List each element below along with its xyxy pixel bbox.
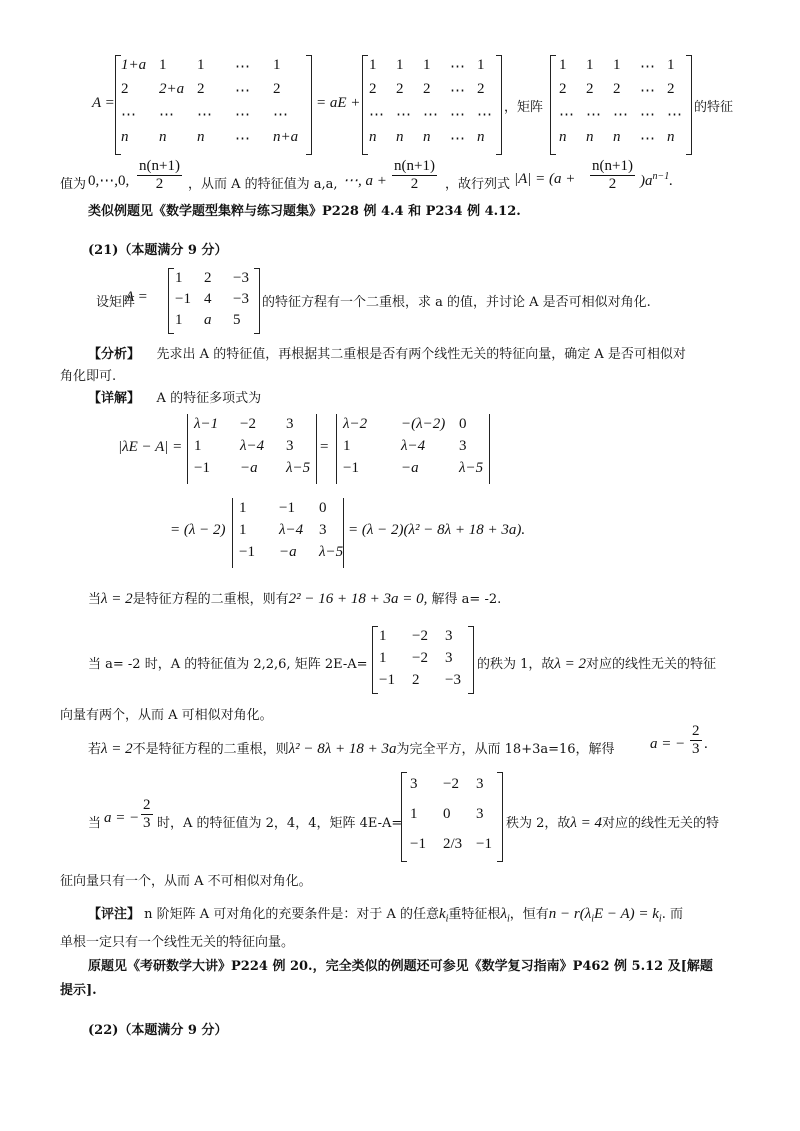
subscript: i [591,913,594,925]
matrix-cell: ⋯ [640,59,655,75]
comma-matrix-text: ，矩阵 [504,100,544,115]
matrix-cell: 1+a [121,57,147,73]
fraction [141,797,153,832]
fraction [690,723,702,758]
text: 是特征方程的二重根，则有 [132,592,289,607]
matrix-cell: 1 [477,57,485,73]
text: ，故行列式 [445,177,511,192]
matrix-cell: n [613,129,621,145]
matrix-cell: 1 [559,57,567,73]
matrix-cell: ⋯ [450,83,465,99]
matrix-cell: 1 [613,57,621,73]
q21-text: 的特征方程有一个二重根，求 a 的值，并讨论 A 是否可相似对角化. [262,295,651,310]
matrix-cell: ⋯ [586,107,601,123]
matrix-cell: n [559,129,567,145]
matrix-cell: 3 [445,650,453,666]
matrix-cell: 1 [369,57,377,73]
determinant-3 [232,498,344,568]
question-22-title: (22)（本题满分 9 分） [88,1023,228,1038]
matrix-cell: 2 [586,81,594,97]
matrix-cell: λ−2 [343,416,368,432]
math: k [438,906,446,922]
matrix-cell: ⋯ [235,59,250,75]
numerator: 2 [143,797,151,813]
matrix-cell: ⋯ [667,107,682,123]
matrix-cell: −2 [412,650,428,666]
eq-aE: = aE + [316,95,361,111]
comment-line-2: 单根一定只有一个线性无关的特征向量。 [60,935,295,950]
char-poly-lhs: |λE − A| = [118,439,183,455]
matrix-cell: 2 [197,81,205,97]
tail-text: 的特征 [694,100,734,115]
math: λ = 2 [101,591,133,607]
matrix-cell: 3 [286,416,294,432]
matrix-cell: −(λ−2) [401,416,446,432]
case-4-when: 当 [88,816,102,831]
matrix-cell: ⋯ [235,107,250,123]
matrix-cell: 2 [423,81,431,97]
matrix-A [115,55,312,155]
text: 不是特征方程的二重根，则 [132,742,289,757]
numerator: n(n+1) [139,158,180,174]
matrix-cell: 1 [273,57,281,73]
text: 若 [88,742,102,757]
text: 重特征根 [448,907,501,922]
text: 当 [88,592,102,607]
analysis-label: 【分析】 [88,347,141,362]
matrix-cell: 1 [239,500,247,516]
case-3-text [88,738,615,758]
matrix-cell: −a [401,460,419,476]
fraction [137,158,182,193]
math [640,171,673,190]
comment-label: 【评注】 [88,907,141,922]
reference-2-line-2: 提示]. [60,983,97,998]
matrix-cell: 5 [233,312,241,328]
matrix-cell: 1 [379,650,387,666]
reference-2-line-1: 原题见《考研数学大讲》P224 例 20.，完全类似的例题还可参见《数学复习指南》P462 例 5.12 及[解题 [88,959,713,974]
matrix-cell: −1 [476,836,492,852]
text: ，从而 A 的特征值为 a,a, [188,177,338,192]
matrix-cell: 1 [159,57,167,73]
matrix-cell: 1 [197,57,205,73]
matrix-cell: 0 [443,806,451,822]
matrix-cell: 0 [319,500,327,516]
case-2-text: 当 a= -2 时，A 的特征值为 2,2,6, 矩阵 2E-A= [88,657,368,672]
math-part: )a [640,173,653,189]
text: 对应的线性无关的特征 [586,657,717,672]
matrix-cell: −3 [233,291,249,307]
matrix-cell: n [477,129,485,145]
text: 秩为 2，故 [506,816,571,831]
fraction [590,158,635,193]
matrix-cell: −3 [233,270,249,286]
math: λ = 4 [570,815,603,831]
case-3-a: a = − [650,736,686,752]
matrix-cell: 1 [410,806,418,822]
matrix-cell: −1 [343,460,359,476]
det3-pre: = (λ − 2) [170,522,226,538]
matrix-cell: n [667,129,675,145]
text: 的秩为 1，故 [477,657,555,672]
matrix-cell: −1 [175,291,191,307]
determinant-1 [187,414,317,484]
matrix-cell: 2/3 [443,836,463,852]
case-4-text: 时，A 的特征值为 2，4，4，矩阵 4E-A= [157,816,403,831]
matrix-cell: 2 [559,81,567,97]
matrix-cell: ⋯ [235,131,250,147]
matrix-cell: 3 [459,438,467,454]
matrix-cell: −1 [194,460,210,476]
matrix-cell: 2 [273,81,281,97]
matrix-cell: 1 [343,438,351,454]
matrix-cell: ⋯ [450,59,465,75]
matrix-cell: −3 [445,672,461,688]
matrix-cell: −2 [443,776,459,792]
eq-A: A = [92,95,115,111]
denominator: 2 [410,176,419,192]
matrix-cell: −1 [239,544,255,560]
math-part: . [669,173,673,189]
matrix-cell: ⋯ [450,107,465,123]
matrix-cell: ⋯ [396,107,411,123]
matrix-cell: n [423,129,431,145]
matrix-cell: λ−1 [194,416,219,432]
fraction [392,158,437,193]
denominator: 2 [155,176,164,192]
matrix-cell: −1 [410,836,426,852]
text: . 而 [661,907,683,922]
matrix-cell: ⋯ [235,83,250,99]
matrix-cell: λ−5 [319,544,344,560]
matrix-cell: 2 [477,81,485,97]
matrix-cell: n [197,129,205,145]
text: 值为 [60,177,87,192]
text: 解得 a= -2. [431,592,502,607]
math: 0,⋯,0, [88,173,130,189]
matrix-cell: n+a [273,129,299,145]
case-2-conclusion: 向量有两个，从而 A 可相似对角化。 [60,708,273,723]
math: ⋯, a + [343,173,387,189]
matrix-cell: 2 [396,81,404,97]
text: n 阶矩阵 A 可对角化的充要条件是：对于 A 的任意 [144,907,439,922]
text: ，恒有 [509,907,549,922]
matrix-cell: ⋯ [640,107,655,123]
math: λ [500,906,507,922]
equals: = [320,439,329,455]
detail-line [88,390,261,408]
analysis-text: 先求出 A 的特征值，再根据其二重根是否有两个线性无关的特征向量，确定 A 是否可相似对 [156,347,686,362]
matrix-cell: ⋯ [640,83,655,99]
matrix-cell: −a [279,544,297,560]
matrix-cell: 0 [459,416,467,432]
denominator: 2 [608,176,617,192]
matrix-cell: ⋯ [559,107,574,123]
matrix-cell: λ−4 [279,522,304,538]
case-2-rank [477,653,716,673]
math: 2² − 16 + 18 + 3a = 0, [288,591,428,607]
denominator: 3 [692,741,700,757]
matrix-cell: 3 [476,806,484,822]
case-4-a: a = − [104,810,140,826]
matrix-cell: −a [240,460,258,476]
q21-pre: 设矩阵 [96,295,136,310]
text: 为完全平方，从而 18+3a=16，解得 [396,742,615,757]
matrix-cell: ⋯ [477,107,492,123]
matrix-cell: 1 [379,628,387,644]
math: λ = 2 [554,656,587,672]
matrix-cell: ⋯ [423,107,438,123]
matrix-4E-A [401,772,503,862]
case-4-conclusion: 征向量只有一个，从而 A 不可相似对角化。 [60,874,312,889]
matrix-cell: 1 [239,522,247,538]
matrix-cell: ⋯ [273,107,288,123]
question-21-title: (21)（本题满分 9 分） [88,243,228,258]
matrix-cell: ⋯ [450,131,465,147]
matrix-cell: ⋯ [369,107,384,123]
denominator: 3 [143,815,151,831]
case-4-rank [506,812,719,832]
matrix-cell: ⋯ [197,107,212,123]
math: λ² − 8λ + 18 + 3a [288,741,397,757]
numerator: 2 [692,723,700,739]
matrix-cell: 2 [613,81,621,97]
matrix-cell: 3 [286,438,294,454]
reference-1: 类似例题见《数学题型集粹与练习题集》P228 例 4.4 和 P234 例 4.12. [88,204,521,219]
matrix-cell: 1 [175,312,183,328]
matrix-cell: 3 [410,776,418,792]
detail-label: 【详解】 [88,391,141,406]
period: . [704,736,708,752]
matrix-cell: 2 [204,270,212,286]
matrix-cell: ⋯ [613,107,628,123]
matrix-cell: 2 [412,672,420,688]
matrix-cell: n [159,129,167,145]
matrix-2E-A [372,626,474,694]
matrix-cell: 1 [194,438,202,454]
matrix-cell: 2 [369,81,377,97]
matrix-cell: 2+a [159,81,185,97]
det3-post: = (λ − 2)(λ² − 8λ + 18 + 3a). [348,522,526,538]
subscript: i [658,913,662,925]
analysis-line-1 [88,346,686,364]
q21-A-eq: A = [125,289,148,305]
matrix-cell: −1 [379,672,395,688]
matrix-cell: a [204,312,212,328]
matrix-cell: λ−5 [459,460,484,476]
matrix-cell: 1 [396,57,404,73]
matrix-cell: n [586,129,594,145]
math: λ = 2 [101,741,133,757]
matrix-n-2 [550,55,692,155]
matrix-q21 [168,268,260,334]
matrix-cell: 2 [121,81,129,97]
determinant-2 [336,414,490,484]
superscript: n−1 [652,171,670,182]
detail-text: A 的特征多项式为 [156,391,262,406]
matrix-cell: 4 [204,291,212,307]
matrix-cell: −1 [279,500,295,516]
matrix-cell: n [121,129,129,145]
matrix-cell: λ−4 [401,438,426,454]
matrix-cell: ⋯ [159,107,174,123]
matrix-cell: 1 [423,57,431,73]
matrix-cell: λ−5 [286,460,311,476]
matrix-cell: ⋯ [121,107,136,123]
math: E − A) = k [593,906,659,922]
matrix-n [362,55,502,155]
matrix-cell: n [396,129,404,145]
matrix-cell: 3 [445,628,453,644]
matrix-cell: −2 [240,416,256,432]
comment-line-1 [88,905,683,929]
matrix-cell: −2 [412,628,428,644]
numerator: n(n+1) [592,158,633,174]
matrix-cell: 3 [476,776,484,792]
subscript: i [506,913,510,925]
matrix-cell: 1 [586,57,594,73]
matrix-cell: 1 [667,57,675,73]
matrix-cell: ⋯ [640,131,655,147]
text: 对应的线性无关的特 [602,816,720,831]
analysis-line-2: 角化即可. [60,369,117,384]
subscript: i [445,913,449,925]
math: n − r(λ [548,906,592,922]
case-1 [88,590,501,609]
matrix-cell: n [369,129,377,145]
matrix-cell: 3 [319,522,327,538]
matrix-cell: λ−4 [240,438,265,454]
numerator: n(n+1) [394,158,435,174]
matrix-cell: 1 [175,270,183,286]
matrix-cell: 2 [667,81,675,97]
math: |A| = (a + [514,171,576,187]
